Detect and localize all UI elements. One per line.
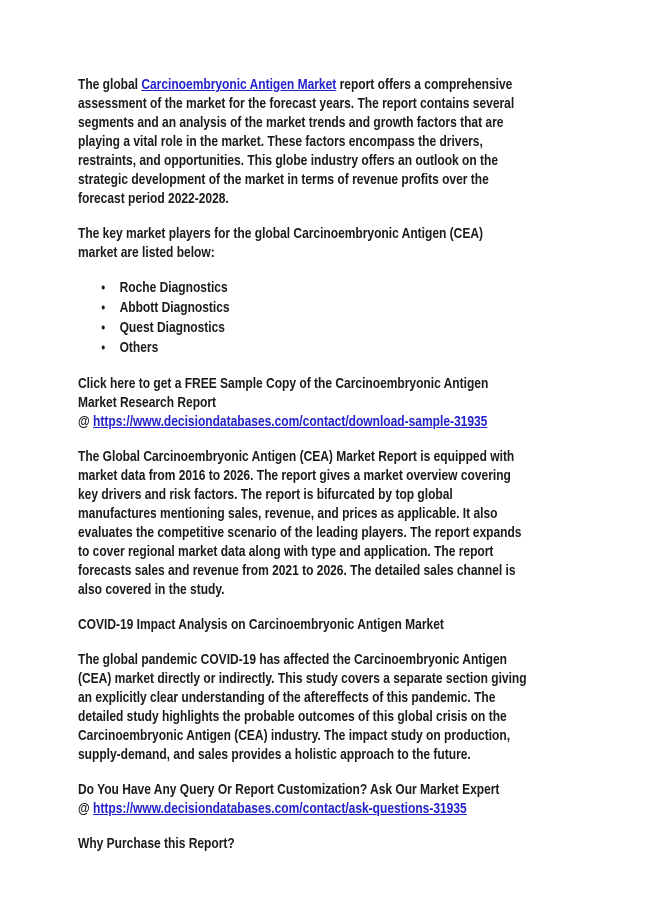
text-segment: report offers a comprehensive (336, 76, 513, 93)
list-item (78, 278, 590, 298)
text-segment: market data from 2016 to 2026. The report gives a market overview covering (78, 467, 511, 484)
list-item (78, 318, 590, 338)
text-line (78, 374, 590, 393)
query-cta (78, 780, 590, 818)
text-segment: evaluates the competitive scenario of the leading players. The report expands (78, 524, 522, 541)
text-segment: forecasts sales and revenue from 2021 to 2026. The detailed sales channel is (78, 562, 516, 579)
bullet-icon: • (101, 299, 106, 315)
text-segment: supply-demand, and sales provides a holistic approach to the future. (78, 746, 471, 763)
text-line (78, 170, 590, 189)
text-segment: Carcinoembryonic Antigen (CEA) industry. The impact study on production, (78, 727, 511, 744)
carcinoembryonic-antigen-market-link[interactable]: Carcinoembryonic Antigen Market (141, 76, 337, 93)
text-segment: playing a vital role in the market. These factors encompass the drivers, (78, 133, 483, 150)
text-line (78, 745, 590, 764)
text-segment: (CEA) market directly or indirectly. This study covers a separate section giving (78, 670, 527, 687)
text-line (78, 615, 590, 634)
text-line (78, 726, 590, 745)
text-line (78, 669, 590, 688)
text-segment: @ (78, 413, 94, 430)
text-segment: market are listed below: (78, 244, 215, 261)
text-segment: an explicitly clear understanding of the aftereffects of this pandemic. The (78, 689, 496, 706)
text-segment: strategic development of the market in terms of revenue profits over the (78, 171, 489, 188)
covid-impact-heading (78, 615, 590, 634)
text-segment: The global (78, 76, 142, 93)
list-item-label: Others (119, 339, 159, 356)
text-line (78, 485, 590, 504)
text-line (78, 523, 590, 542)
text-segment: also covered in the study. (78, 581, 225, 598)
text-segment: assessment of the market for the forecast years. The report contains several (78, 95, 515, 112)
text-line (78, 224, 590, 243)
text-line (78, 580, 590, 599)
text-line (78, 151, 590, 170)
report-overview-paragraph (78, 447, 590, 599)
text-line (78, 780, 590, 799)
key-players-list (78, 278, 590, 358)
text-segment: Market Research Report (78, 394, 217, 411)
download-sample-link[interactable]: https://www.decisiondatabases.com/contact/download-sample-31935 (93, 413, 488, 430)
text-line (78, 412, 590, 431)
text-segment: The key market players for the global Carcinoembryonic Antigen (CEA) (78, 225, 483, 242)
text-segment: The Global Carcinoembryonic Antigen (CEA) Market Report is equipped with (78, 448, 515, 465)
text-line (78, 834, 590, 853)
sample-copy-cta (78, 374, 590, 431)
intro-paragraph (78, 75, 590, 208)
text-line (78, 393, 590, 412)
text-segment: key drivers and risk factors. The report is bifurcated by top global (78, 486, 453, 503)
text-segment: COVID-19 Impact Analysis on Carcinoembryonic Antigen Market (78, 616, 444, 633)
text-line (78, 542, 590, 561)
text-line (78, 113, 590, 132)
bullet-icon: • (101, 319, 106, 335)
text-line (78, 799, 590, 818)
bullet-icon: • (101, 279, 106, 295)
text-segment: detailed study highlights the probable outcomes of this global crisis on the (78, 708, 507, 725)
list-item-label: Roche Diagnostics (119, 279, 228, 296)
text-segment: restraints, and opportunities. This globe industry offers an outlook on the (78, 152, 499, 169)
text-segment: manufactures mentioning sales, revenue, and prices as applicable. It also (78, 505, 498, 522)
text-line (78, 132, 590, 151)
text-segment: to cover regional market data along with type and application. The report (78, 543, 494, 560)
text-line (78, 447, 590, 466)
text-segment: forecast period 2022-2028. (78, 190, 229, 207)
covid-impact-paragraph (78, 650, 590, 764)
text-line (78, 504, 590, 523)
text-line (78, 94, 590, 113)
why-purchase-heading (78, 834, 590, 853)
list-item-label: Quest Diagnostics (119, 319, 225, 336)
text-segment: Click here to get a FREE Sample Copy of the Carcinoembryonic Antigen (78, 375, 489, 392)
text-segment: segments and an analysis of the market trends and growth factors that are (78, 114, 504, 131)
key-players-heading (78, 224, 590, 262)
text-line (78, 707, 590, 726)
text-line (78, 650, 590, 669)
bullet-icon: • (101, 339, 106, 355)
text-segment: Why Purchase this Report? (78, 835, 235, 852)
text-line (78, 561, 590, 580)
text-line (78, 688, 590, 707)
text-line (78, 243, 590, 262)
text-segment: @ (78, 800, 94, 817)
text-segment: The global pandemic COVID-19 has affected the Carcinoembryonic Antigen (78, 651, 507, 668)
text-line (78, 75, 590, 94)
ask-questions-link[interactable]: https://www.decisiondatabases.com/contact/ask-questions-31935 (93, 800, 467, 817)
text-line (78, 466, 590, 485)
document-body (78, 75, 590, 869)
list-item-label: Abbott Diagnostics (119, 299, 230, 316)
list-item (78, 298, 590, 318)
text-line (78, 189, 590, 208)
list-item (78, 338, 590, 358)
text-segment: Do You Have Any Query Or Report Customization? Ask Our Market Expert (78, 781, 500, 798)
